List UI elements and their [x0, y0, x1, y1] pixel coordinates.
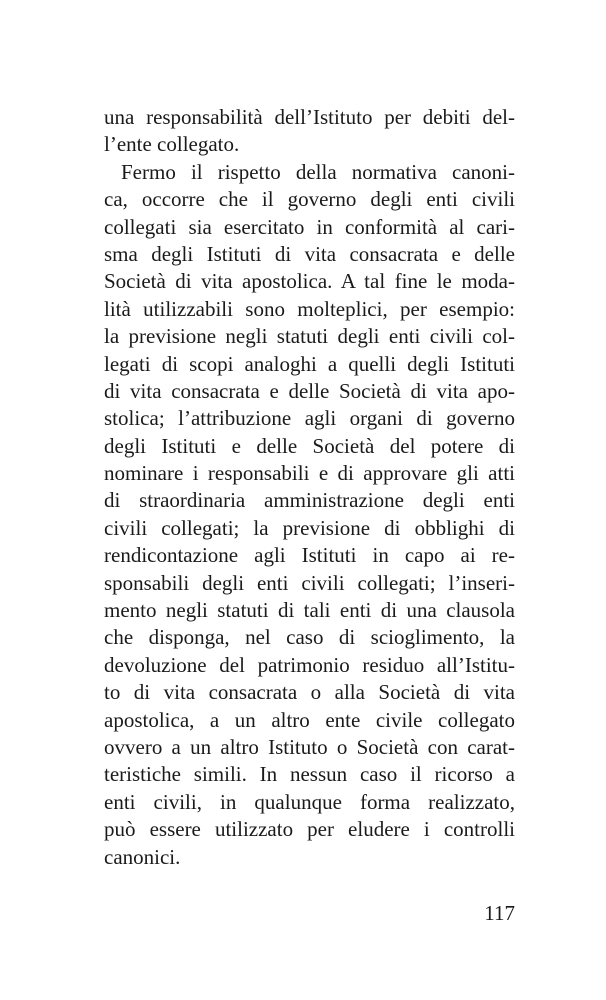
paragraph — [104, 159, 515, 871]
text-line: lità utilizzabili sono molteplici, per esempio: — [104, 296, 515, 321]
text-line: ca, occorre che il governo degli enti civili — [104, 187, 515, 212]
text-line: rendicontazione agli Istituti in capo ai re- — [104, 543, 515, 568]
text-line: canonici. — [104, 844, 181, 869]
text-line: apostolica, a un altro ente civile collegato — [104, 707, 515, 732]
text-line: ovvero a un altro Istituto o Società con carat- — [104, 734, 515, 759]
text-line: l’ente collegato. — [104, 132, 240, 157]
text-line: che disponga, nel caso di scioglimento, la — [104, 625, 515, 650]
paragraph — [104, 104, 515, 159]
text-line: civili collegati; la previsione di obblighi di — [104, 515, 515, 540]
text-line: collegati sia esercitato in conformità al cari- — [104, 214, 515, 239]
text-line: di vita consacrata e delle Società di vita apo- — [104, 378, 515, 403]
text-line: devoluzione del patrimonio residuo all’Istitu- — [104, 652, 515, 677]
text-line: nominare i responsabili e di approvare gli atti — [104, 461, 515, 486]
text-line: to di vita consacrata o alla Società di vita — [104, 680, 515, 705]
text-line: mento negli statuti di tali enti di una clausola — [104, 598, 515, 623]
body-text — [104, 104, 515, 871]
page-number: 117 — [484, 901, 515, 925]
text-line: di straordinaria amministrazione degli enti — [104, 488, 515, 513]
text-line: può essere utilizzato per eludere i controlli — [104, 817, 515, 842]
text-line: Società di vita apostolica. A tal fine le moda- — [104, 269, 515, 294]
text-line: sponsabili degli enti civili collegati; l’inseri- — [104, 570, 515, 595]
text-line: sma degli Istituti di vita consacrata e delle — [104, 241, 515, 266]
text-line: la previsione negli statuti degli enti civili col- — [104, 324, 515, 349]
text-line: degli Istituti e delle Società del potere di — [104, 433, 515, 458]
text-line: stolica; l’attribuzione agli organi di governo — [104, 406, 515, 431]
text-line: una responsabilità dell’Istituto per debiti del- — [104, 105, 515, 129]
text-line: Fermo il rispetto della normativa canoni- — [121, 159, 515, 184]
text-line: teristiche simili. In nessun caso il ricorso a — [104, 762, 515, 787]
text-line: legati di scopi analoghi a quelli degli Istituti — [104, 351, 515, 376]
text-line: enti civili, in qualunque forma realizzato, — [104, 789, 515, 814]
